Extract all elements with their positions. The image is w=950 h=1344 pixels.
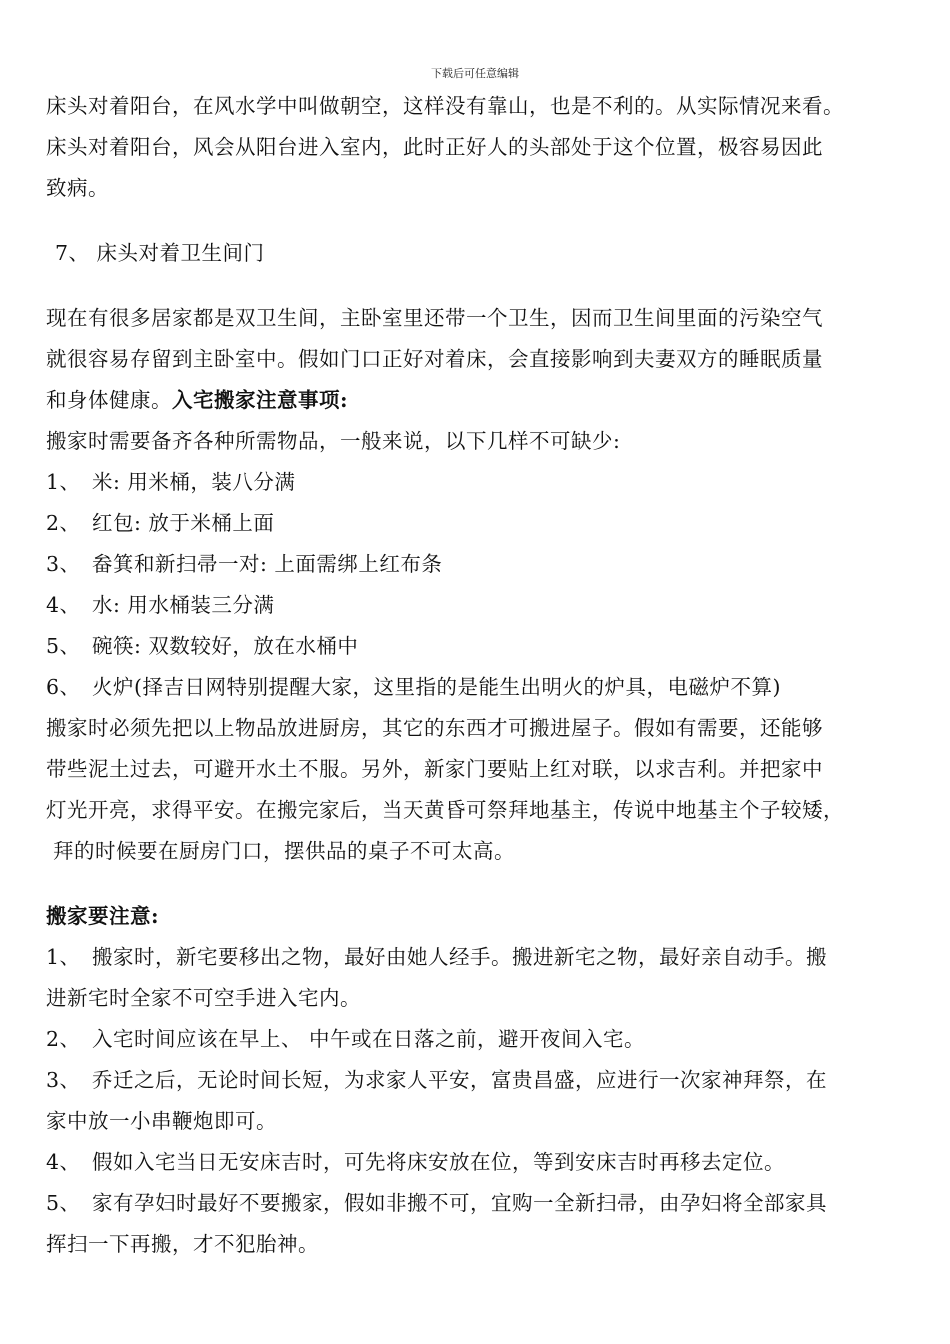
spacer	[46, 209, 926, 233]
bold-heading: 入宅搬家注意事项:	[172, 388, 349, 412]
paragraph-line: 拜的时候要在厨房门口，摆供品的桌子不可太高。	[46, 839, 516, 863]
paragraph-line: 致病。	[46, 176, 109, 200]
list-item	[46, 937, 926, 978]
list-item	[46, 1060, 926, 1101]
list-number: 2、	[46, 1027, 81, 1051]
paragraph-line	[46, 380, 926, 421]
list-text: 火炉(择吉日网特别提醒大家，这里指的是能生出明火的炉具，电磁炉不算)	[92, 675, 781, 699]
list-text: 红包: 放于米桶上面	[92, 511, 275, 535]
list-number: 6、	[46, 675, 81, 699]
paragraph-line: 搬家时必须先把以上物品放进厨房，其它的东西才可搬进屋子。假如有需要，还能够	[46, 716, 823, 740]
spacer	[46, 872, 926, 896]
list-item	[46, 626, 926, 667]
list-item	[46, 503, 926, 544]
items-intro: 搬家时需要备齐各种所需物品，一般来说，以下几样不可缺少:	[46, 429, 621, 453]
list-number: 2、	[46, 511, 81, 535]
section-heading: 7、 床头对着卫生间门	[55, 241, 265, 265]
list-number: 3、	[46, 552, 81, 576]
page-header: 下载后可任意编辑	[431, 67, 519, 80]
list-number: 5、	[46, 1191, 81, 1215]
list-number: 1、	[46, 945, 81, 969]
list-text: 搬家时，新宅要移出之物，最好由她人经手。搬进新宅之物，最好亲自动手。搬	[92, 945, 827, 969]
list-text: 畚箕和新扫帚一对: 上面需绑上红布条	[92, 552, 443, 576]
list-item	[46, 1142, 926, 1183]
list-continuation: 挥扫一下再搬，才不犯胎神。	[46, 1232, 319, 1256]
spacer	[46, 274, 926, 298]
list-text: 碗筷: 双数较好，放在水桶中	[92, 634, 359, 658]
list-text: 米: 用米桶，装八分满	[92, 470, 296, 494]
paragraph-line: 床头对着阳台，在风水学中叫做朝空，这样没有靠山，也是不利的。从实际情况来看。	[46, 94, 844, 118]
paragraph-line: 现在有很多居家都是双卫生间，主卧室里还带一个卫生，因而卫生间里面的污染空气	[46, 306, 823, 330]
list-number: 4、	[46, 1150, 81, 1174]
list-number: 3、	[46, 1068, 81, 1092]
list-text: 水: 用水桶装三分满	[92, 593, 275, 617]
list-text: 家有孕妇时最好不要搬家，假如非搬不可，宜购一全新扫帚，由孕妇将全部家具	[92, 1191, 827, 1215]
section-heading: 搬家要注意:	[46, 904, 160, 928]
document-body	[46, 86, 926, 1265]
paragraph-line: 灯光开亮，求得平安。在搬完家后，当天黄昏可祭拜地基主，传说中地基主个子较矮，	[46, 798, 844, 822]
list-continuation: 家中放一小串鞭炮即可。	[46, 1109, 277, 1133]
list-item	[46, 462, 926, 503]
list-item	[46, 1019, 926, 1060]
paragraph-text: 和身体健康。	[46, 388, 172, 412]
paragraph-line: 床头对着阳台，风会从阳台进入室内，此时正好人的头部处于这个位置，极容易因此	[46, 135, 823, 159]
paragraph-line: 就很容易存留到主卧室中。假如门口正好对着床，会直接影响到夫妻双方的睡眠质量	[46, 347, 823, 371]
list-item	[46, 544, 926, 585]
list-text: 入宅时间应该在早上、 中午或在日落之前，避开夜间入宅。	[92, 1027, 646, 1051]
list-text: 乔迁之后，无论时间长短，为求家人平安，富贵昌盛，应进行一次家神拜祭，在	[92, 1068, 827, 1092]
list-item	[46, 1183, 926, 1224]
list-item	[46, 667, 926, 708]
paragraph-line: 带些泥土过去，可避开水土不服。另外，新家门要贴上红对联，以求吉利。并把家中	[46, 757, 823, 781]
list-item	[46, 585, 926, 626]
list-number: 1、	[46, 470, 81, 494]
list-number: 4、	[46, 593, 81, 617]
list-continuation: 进新宅时全家不可空手进入宅内。	[46, 986, 361, 1010]
list-number: 5、	[46, 634, 81, 658]
list-text: 假如入宅当日无安床吉时，可先将床安放在位，等到安床吉时再移去定位。	[92, 1150, 785, 1174]
